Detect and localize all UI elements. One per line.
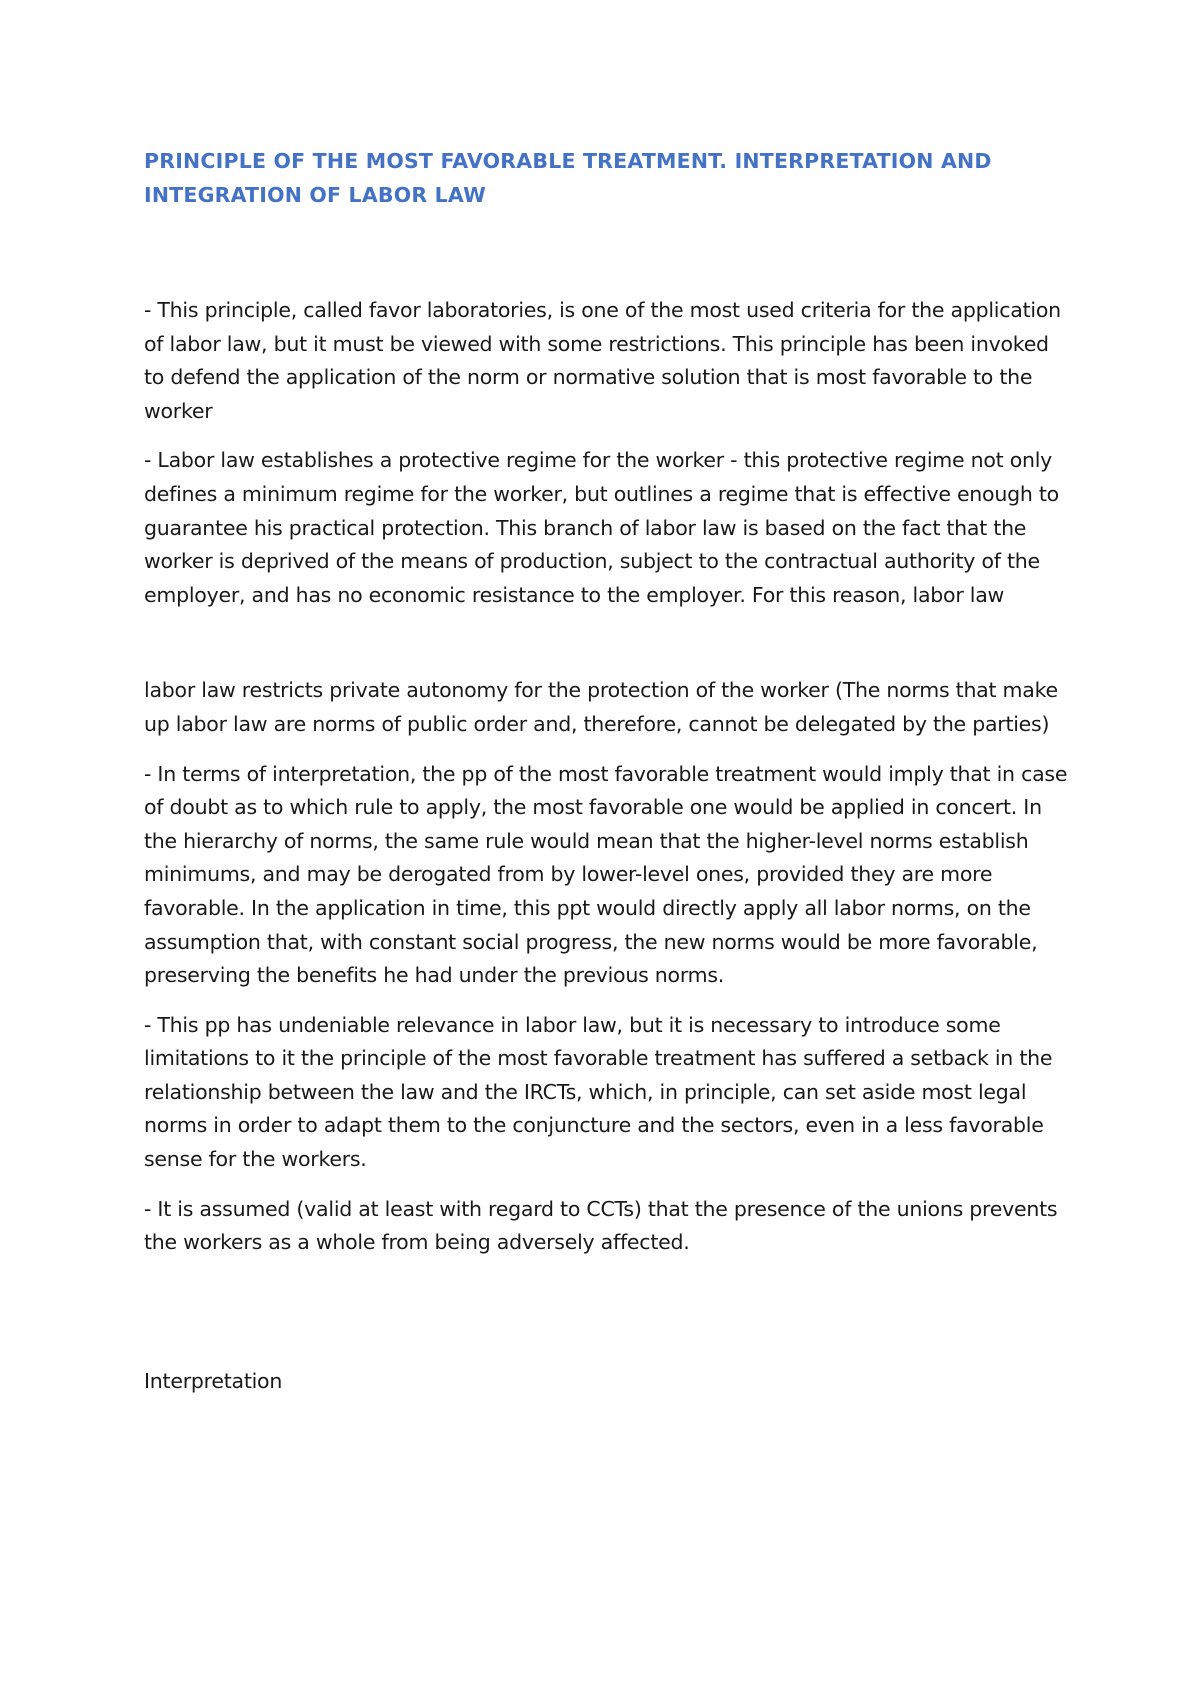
paragraph-favor-principle: - This principle, called favor laboratories, is one of the most used criteria for the application of labor law, but it must be viewed with some restrictions. This principle has been invoked to defend the application of the norm or normative solution that is most favorable to the worker	[144, 298, 1061, 423]
paragraph-limitations: - This pp has undeniable relevance in labor law, but it is necessary to introduce some limitations to it the principle of the most favorable treatment has suffered a setback in the relationship between the law and the IRCTs, which, in principle, can set aside most legal norms in order to adapt them to the conjuncture and the sectors, even in a less favorable sense for the workers.	[144, 1012, 1053, 1172]
document-title: PRINCIPLE OF THE MOST FAVORABLE TREATMENT. INTERPRETATION AND INTEGRATION OF LABOR LAW	[144, 149, 992, 207]
paragraph-private-autonomy: labor law restricts private autonomy for the protection of the worker (The norms that make up labor law are norms of public order and, therefore, cannot be delegated by the parties)	[144, 678, 1058, 736]
paragraph-unions: - It is assumed (valid at least with regard to CCTs) that the presence of the unions prevents the workers as a whole from being adversely affected.	[144, 1196, 1058, 1255]
section-heading-interpretation: Interpretation	[144, 1368, 283, 1393]
document-body	[144, 144, 1074, 1398]
paragraph-protective-regime: - Labor law establishes a protective regime for the worker - this protective regime not only defines a minimum regime for the worker, but outlines a regime that is effective enough to guarantee his practical protection. This branch of labor law is based on the fact that the worker is deprived of the means of production, subject to the contractual authority of the employer, and has no economic resistance to the employer. For this reason, labor law	[144, 448, 1059, 607]
paragraph-interpretation-terms: - In terms of interpretation, the pp of the most favorable treatment would imply that in case of doubt as to which rule to apply, the most favorable one would be applied in concert. In the hierarchy of norms, the same rule would mean that the higher-level norms establish minimums, and may be derogated from by lower-level ones, provided they are more favorable. In the application in time, this ppt would directly apply all labor norms, on the assumption that, with constant social progress, the new norms would be more favorable, preserving the benefits he had under the previous norms.	[144, 761, 1068, 988]
